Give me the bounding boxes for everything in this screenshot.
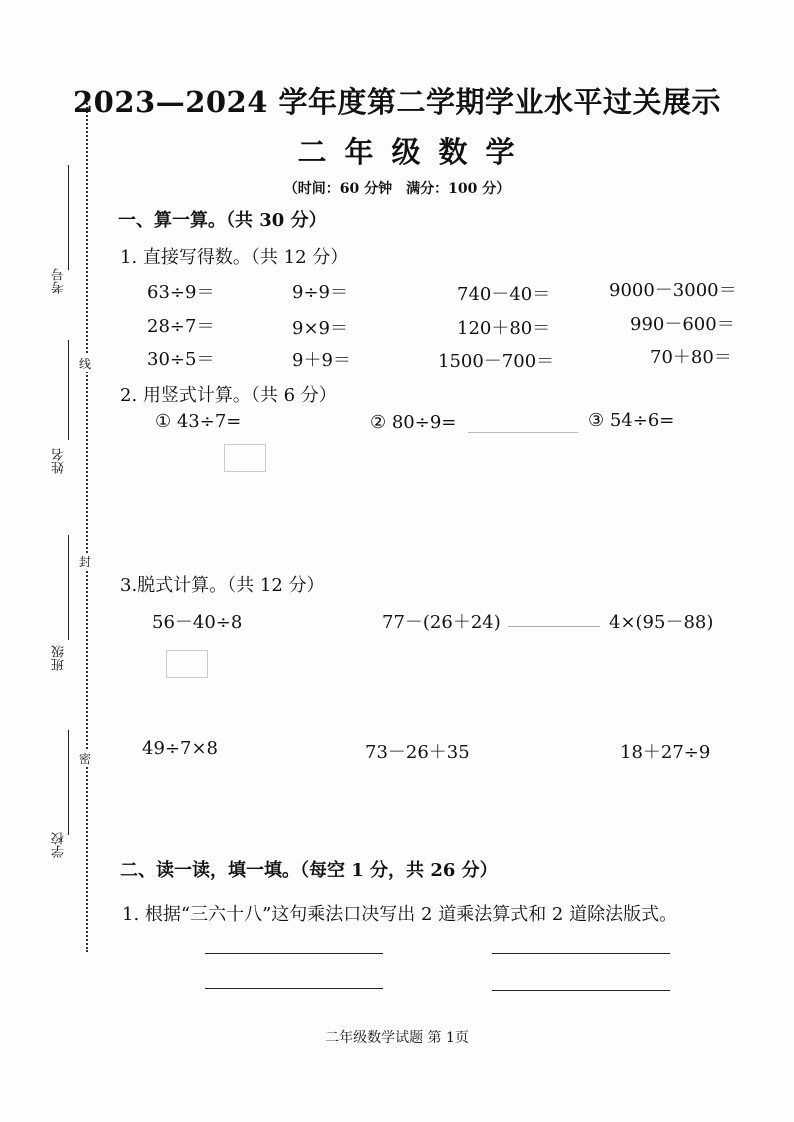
exam-info: （时间：60 分钟 满分：100 分） (283, 181, 511, 197)
answer-line[interactable] (205, 988, 383, 989)
class-blank[interactable] (68, 535, 69, 640)
q3-heading: 3.脱式计算。（共 12 分） (120, 575, 325, 596)
school-label: 学校 (52, 832, 67, 858)
q1-problem: 9÷9＝ (292, 282, 348, 303)
showthrough-box (224, 444, 266, 472)
margin-mark-xian: 线 (79, 357, 92, 371)
q2-heading: 2. 用竖式计算。（共 6 分） (120, 385, 337, 406)
q1-problem: 70＋80＝ (650, 347, 732, 368)
margin-mark-feng: 封 (79, 555, 92, 569)
margin-mark-mi: 密 (79, 752, 92, 766)
q2-problem: ③ 54÷6= (588, 410, 675, 431)
q3-problem: 49÷7×8 (142, 738, 218, 759)
q2-problem: ② 80÷9= (370, 412, 457, 433)
q1-problem: 1500－700＝ (438, 351, 555, 372)
section-2-heading: 二、读一读，填一填。（每空 1 分，共 26 分） (120, 860, 498, 881)
q1-problem: 120＋80＝ (457, 318, 551, 339)
exam-no-label: 考号 (52, 268, 67, 294)
page-footer: 二年级数学试题 第 1页 (325, 1030, 469, 1046)
school-blank[interactable] (68, 730, 69, 835)
name-blank[interactable] (68, 340, 69, 440)
q1-heading: 1. 直接写得数。（共 12 分） (120, 247, 349, 268)
answer-line[interactable] (205, 953, 383, 954)
q1-problem: 9×9＝ (292, 318, 348, 339)
q1-problem: 9＋9＝ (292, 350, 351, 371)
binding-dotted-line (86, 100, 88, 952)
name-label: 姓名 (52, 448, 67, 474)
q3-answer-space[interactable] (508, 626, 600, 627)
section-1-heading: 一、算一算。（共 30 分） (118, 210, 327, 231)
q3-problem: 73－26＋35 (365, 742, 470, 763)
q1-problem: 63÷9＝ (147, 282, 215, 303)
exam-subtitle: 二年级数学 (297, 135, 533, 169)
exam-title: 2023—2024 学年度第二学期学业水平过关展示 (72, 85, 722, 119)
q1-problem: 28÷7＝ (147, 316, 215, 337)
q1-problem: 990－600＝ (630, 314, 735, 335)
q3-problem: 56－40÷8 (152, 612, 243, 633)
q3-problem: 4×(95－88) (609, 612, 714, 633)
class-label: 班级 (52, 645, 67, 671)
q1-problem: 30÷5＝ (147, 349, 215, 370)
q1-problem: 9000－3000＝ (609, 280, 737, 301)
answer-line[interactable] (492, 953, 670, 954)
q1-problem: 740－40＝ (457, 284, 551, 305)
q2-answer-space[interactable] (468, 432, 578, 433)
q2-problem: ① 43÷7= (155, 411, 242, 432)
q3-problem: 18＋27÷9 (620, 742, 711, 763)
showthrough-box (166, 650, 208, 678)
section-2-q1: 1. 根据“三六十八”这句乘法口决写出 2 道乘法算式和 2 道除法版式。 (122, 904, 678, 925)
answer-line[interactable] (492, 990, 670, 991)
q3-problem: 77－(26＋24) (382, 612, 501, 633)
